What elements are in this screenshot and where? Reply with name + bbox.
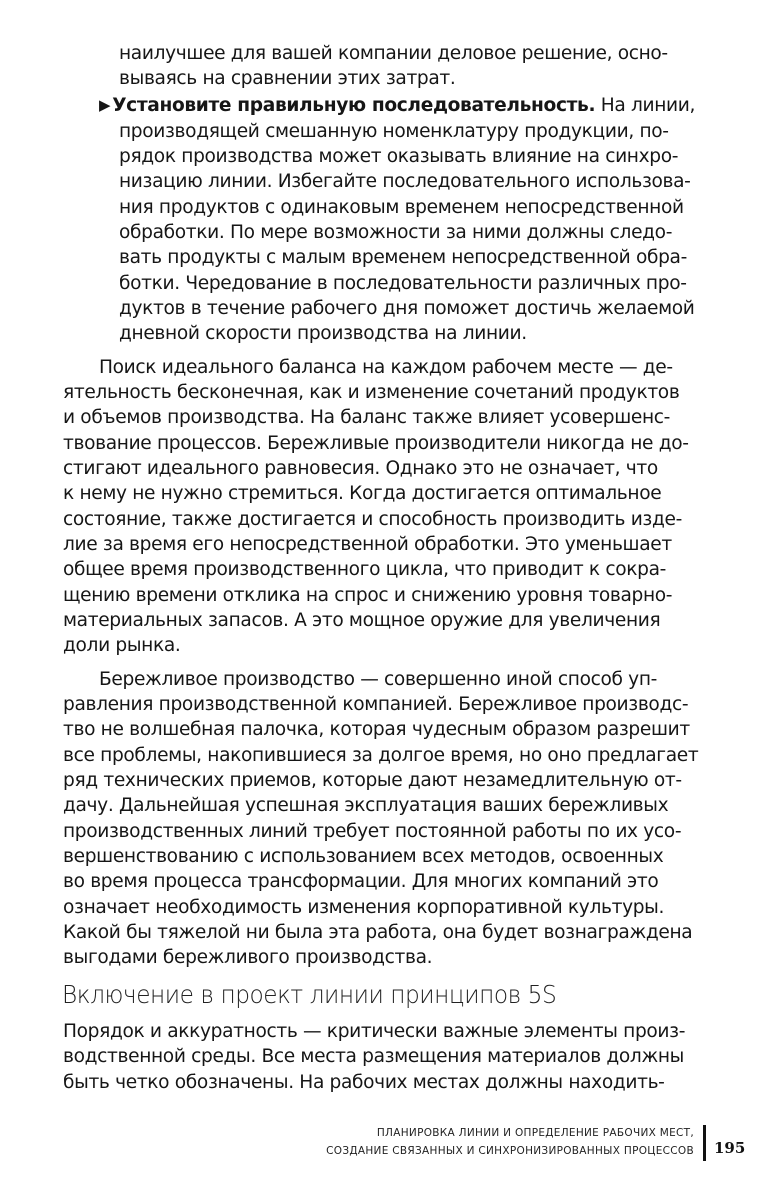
paragraph-2-line: дачу. Дальнейшая успешная эксплуатация ваших бережливых xyxy=(63,795,669,816)
paragraph-1-line: ятельность бесконечная, как и изменение сочетаний продуктов xyxy=(63,382,680,403)
paragraph-1-line: стигают идеального равновесия. Однако это не означает, что xyxy=(63,458,658,479)
paragraph-1-line: и объемов производства. На баланс также влияет усовершенс- xyxy=(63,407,671,428)
paragraph-1-line: Поиск идеального баланса на каждом рабочем месте — де- xyxy=(99,357,673,378)
paragraph-3-line: Порядок и аккуратность — критически важные элементы произ- xyxy=(63,1021,686,1042)
paragraph-3-line: быть четко обозначены. На рабочих местах должны находить- xyxy=(63,1072,665,1093)
paragraph-2-line: ряд технических приемов, которые дают незамедлительную от- xyxy=(63,770,682,791)
paragraph-1-line: общее время производственного цикла, что приводит к сокра- xyxy=(63,559,666,580)
paragraph-3-line: водственной среды. Все места размещения материалов должны xyxy=(63,1046,684,1067)
paragraph-2-line: все проблемы, накопившиеся за долгое время, но оно предлагает xyxy=(63,745,699,766)
bullet-line: ния продуктов с одинаковым временем непосредственной xyxy=(119,197,684,218)
bullet-continuation-line-2: вываясь на сравнении этих затрат. xyxy=(119,68,456,89)
paragraph-1-line: состояние, также достигается и способность производить изде- xyxy=(63,509,682,530)
bullet-line: производящей смешанную номенклатуру продукции, по- xyxy=(119,121,669,142)
paragraph-2-line: означает необходимость изменения корпоративной культуры. xyxy=(63,897,665,918)
paragraph-1-line: к нему не нужно стремиться. Когда достигается оптимальное xyxy=(63,483,662,504)
bullet-continuation-line-1: наилучшее для вашей компании деловое решение, осно- xyxy=(119,43,668,64)
paragraph-2-line: во время процесса трансформации. Для многих компаний это xyxy=(63,871,659,892)
bullet-line: дневной скорости производства на линии. xyxy=(119,323,527,344)
bullet-line: низацию линии. Избегайте последовательного использова- xyxy=(119,171,691,192)
paragraph-2-line: вершенствованию с использованием всех методов, освоенных xyxy=(63,846,664,867)
paragraph-2-line: производственных линий требует постоянной работы по их усо- xyxy=(63,821,682,842)
paragraph-2-line: тво не волшебная палочка, которая чудесным образом разрешит xyxy=(63,719,690,740)
paragraph-1-line: материальных запасов. А это мощное оружие для увеличения xyxy=(63,610,661,631)
paragraph-1-line: лие за время его непосредственной обработки. Это уменьшает xyxy=(63,534,672,555)
running-head-line-2: СОЗДАНИЕ СВЯЗАННЫХ И СИНХРОНИЗИРОВАННЫХ ПРОЦЕССОВ xyxy=(326,1145,694,1157)
bullet-line: ботки. Чередование в последовательности различных про- xyxy=(119,273,687,294)
bullet-line: дуктов в течение рабочего дня поможет достичь желаемой xyxy=(119,298,695,319)
paragraph-2-line: выгодами бережливого производства. xyxy=(63,947,433,968)
bullet-first-line-text: На линии, xyxy=(595,95,696,116)
running-head-line-1: ПЛАНИРОВКА ЛИНИИ И ОПРЕДЕЛЕНИЕ РАБОЧИХ МЕСТ, xyxy=(376,1127,694,1139)
bullet-line: вать продукты с малым временем непосредственной обра- xyxy=(119,247,687,268)
paragraph-1-line: доли рынка. xyxy=(63,635,181,656)
bullet-title: Установите правильную последовательность. xyxy=(112,95,596,116)
footer-divider xyxy=(703,1125,706,1161)
paragraph-1-line: твование процессов. Бережливые производители никогда не до- xyxy=(63,433,689,454)
paragraph-2-line: равления производственной компанией. Бережливое производс- xyxy=(63,694,689,715)
paragraph-1-line: щению времени отклика на спрос и снижению уровня товарно- xyxy=(63,585,673,606)
section-heading: Включение в проект линии принципов 5S xyxy=(62,980,557,1009)
paragraph-2-line: Бережливое производство — совершенно иной способ уп- xyxy=(99,669,658,690)
bullet-line: обработки. По мере возможности за ними должны следо- xyxy=(119,222,673,243)
paragraph-2-line: Какой бы тяжелой ни была эта работа, она будет вознаграждена xyxy=(63,922,693,943)
bullet-line: рядок производства может оказывать влияние на синхро- xyxy=(119,146,679,167)
page-number: 195 xyxy=(714,1139,746,1157)
bullet-item-first-line xyxy=(99,94,695,118)
bullet-arrow-icon: ▶ xyxy=(99,96,111,114)
